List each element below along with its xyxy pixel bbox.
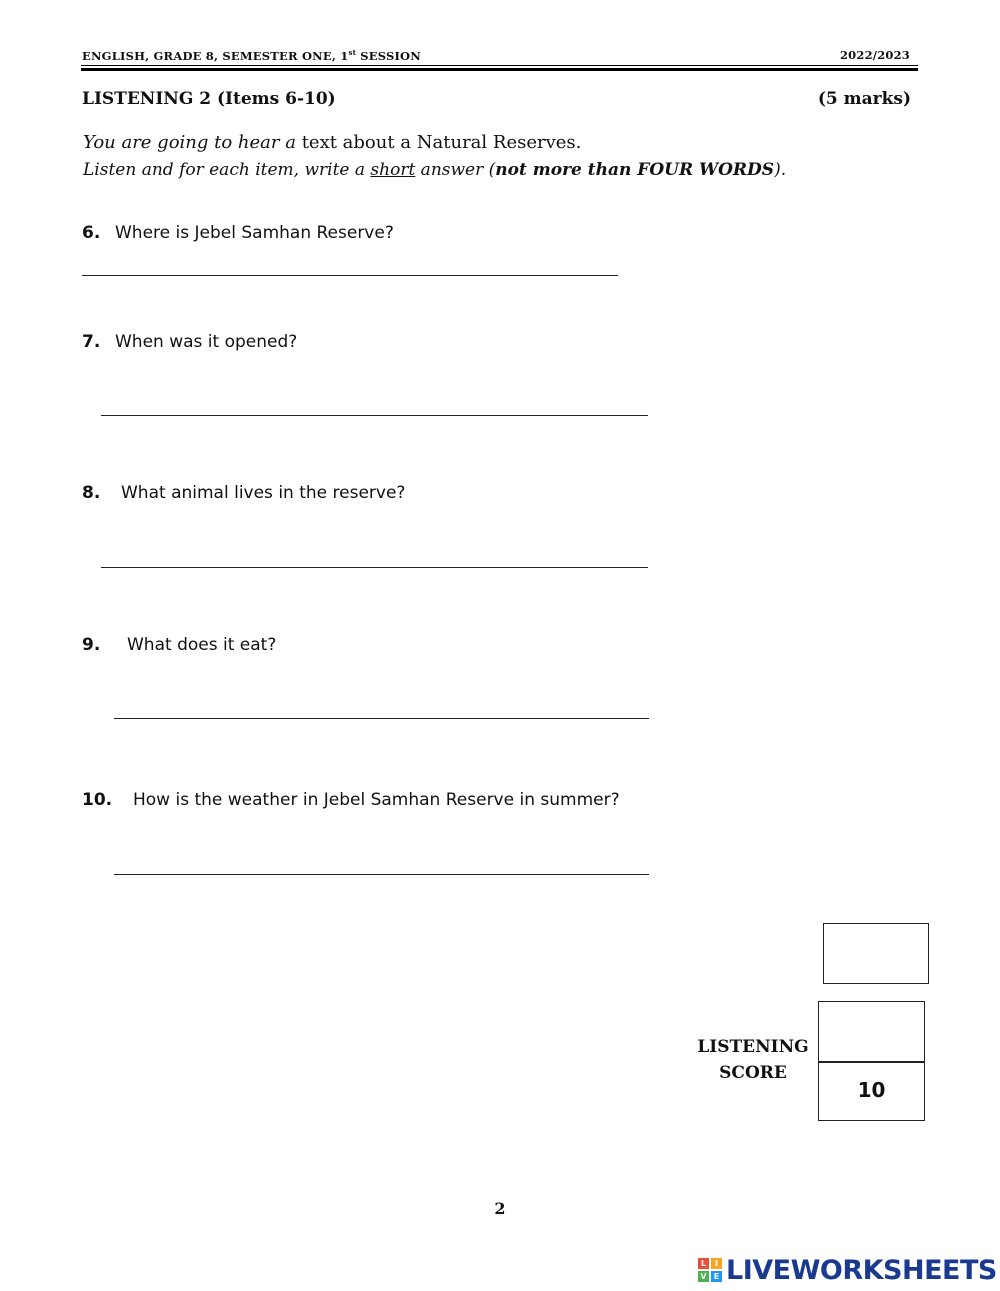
question-6: 6. Where is Jebel Samhan Reserve? bbox=[82, 223, 394, 243]
score-box-top[interactable] bbox=[823, 923, 929, 984]
header-title: ENGLISH, GRADE 8, SEMESTER ONE, 1st SESSION bbox=[82, 48, 421, 63]
score-label: LISTENING SCORE bbox=[697, 1037, 809, 1083]
question-7: 7. When was it opened? bbox=[82, 332, 298, 352]
answer-line-6[interactable] bbox=[82, 275, 618, 276]
answer-line-7[interactable] bbox=[101, 415, 648, 416]
section-title: LISTENING 2 (Items 6-10) bbox=[82, 89, 336, 109]
header-superscript: st bbox=[348, 48, 357, 57]
score-total: 10 bbox=[818, 1061, 925, 1121]
instruction-underlined: short bbox=[370, 160, 416, 180]
section-marks: (5 marks) bbox=[817, 89, 911, 109]
liveworksheets-logo bbox=[698, 1254, 997, 1286]
header-year: 2022/2023 bbox=[839, 48, 910, 62]
instruction-line-2: Listen and for each item, write a short answer (not more than FOUR WORDS). bbox=[83, 160, 787, 180]
question-10: 10. How is the weather in Jebel Samhan Reserve in summer? bbox=[82, 790, 620, 810]
score-input-box[interactable] bbox=[818, 1001, 925, 1063]
header-rule-thick bbox=[81, 68, 918, 71]
answer-line-8[interactable] bbox=[101, 567, 648, 568]
answer-line-10[interactable] bbox=[114, 874, 649, 875]
answer-line-9[interactable] bbox=[114, 718, 649, 719]
page-number: 2 bbox=[494, 1199, 506, 1218]
question-9: 9. What does it eat? bbox=[82, 635, 277, 655]
logo-icon: L I V E bbox=[698, 1258, 722, 1282]
instruction-bold: not more than FOUR WORDS bbox=[495, 160, 775, 180]
logo-text: LIVEWORKSHEETS bbox=[726, 1254, 997, 1286]
question-8: 8. What animal lives in the reserve? bbox=[82, 483, 406, 503]
header-rule-thin bbox=[81, 65, 918, 66]
instruction-line-1: You are going to hear a text about a Natural Reserves. bbox=[83, 132, 582, 153]
